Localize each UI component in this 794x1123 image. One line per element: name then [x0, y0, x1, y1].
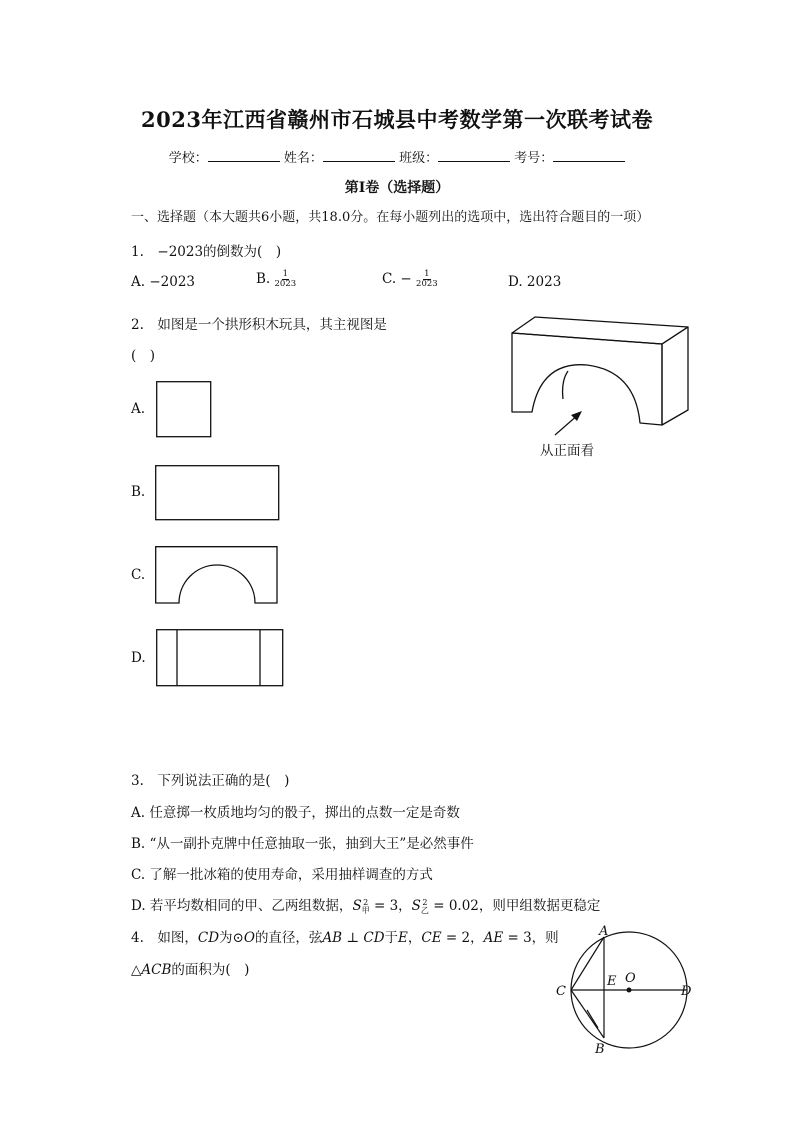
variance-superscript: 2 [363, 897, 369, 907]
q3-option-b[interactable]: B. “从一副扑克牌中任意抽取一张，抽到大王”是必然事件 [131, 836, 474, 852]
segment-ca [571, 937, 604, 990]
variance-scripts [421, 899, 429, 915]
school-label: 学校： [168, 151, 208, 166]
arch-inner-edge [563, 371, 568, 399]
right-face [662, 327, 688, 425]
arch-block-figure [505, 315, 695, 460]
q4-stem-line1 [131, 926, 559, 946]
front-face [512, 333, 662, 425]
q3-option-d-eq1: = 3， [369, 898, 412, 914]
q4-stem-line2 [131, 958, 249, 978]
q3-option-d-eq2: = 0.02，则甲组数据更稳定 [428, 898, 601, 914]
variance-subscript: 乙 [420, 905, 429, 915]
school-blank[interactable] [208, 160, 280, 162]
label-d: D [681, 984, 692, 999]
label-e: E [607, 974, 617, 989]
section-heading: 第I卷（选择题） [344, 180, 450, 196]
q4-segment-ce: CE [421, 930, 442, 946]
q4-text: = 2， [441, 930, 484, 946]
variance-symbol: S [352, 898, 362, 914]
q1-option-c-fraction [416, 270, 438, 289]
variance-scripts [362, 899, 370, 915]
q2-paren: ( ) [131, 348, 156, 364]
label-a: A [599, 924, 609, 939]
q4-segment-cd: CD [363, 930, 385, 946]
q2-option-c-label[interactable]: C. [131, 567, 146, 583]
part-instructions: 一、选择题（本大题共6小题，共18.0分。在每小题列出的选项中，选出符合题目的一项） [131, 210, 650, 225]
q1-option-c-prefix: C. − [382, 271, 412, 287]
class-label: 班级： [399, 151, 439, 166]
q2-option-b-label[interactable]: B. [131, 484, 146, 500]
q1-option-c[interactable] [382, 270, 438, 289]
q4-text: 的直径，弦 [254, 930, 323, 946]
q2-stem: 2. 如图是一个拱形积木玩具，其主视图是 [131, 317, 387, 333]
q4-point-o: O [243, 930, 255, 946]
center-point [627, 988, 632, 993]
q2-option-a-label[interactable]: A. [131, 401, 146, 417]
figure-caption: 从正面看 [540, 443, 594, 459]
student-info-row [0, 147, 794, 166]
fraction-denominator: 2023 [274, 279, 297, 289]
variance-symbol: S [411, 898, 421, 914]
q2-option-c-arch[interactable] [155, 546, 279, 604]
circle-geometry-figure [550, 920, 700, 1058]
fraction-denominator: 2023 [416, 279, 438, 289]
q4-text: ， [407, 930, 422, 946]
label-b: B [595, 1042, 605, 1057]
q3-option-a[interactable]: A. 任意掷一枚质地均匀的骰子，掷出的点数一定是奇数 [131, 805, 460, 821]
variance-subscript: 甲 [361, 905, 370, 915]
label-c: C [556, 984, 566, 999]
q4-text: = 3，则 [503, 930, 559, 946]
q1-option-b[interactable] [256, 270, 296, 289]
q3-option-d-text: D. 若平均数相同的甲、乙两组数据， [131, 898, 353, 914]
q4-triangle-acb: ACB [141, 962, 172, 978]
name-label: 姓名： [283, 151, 323, 166]
perpendicular-symbol: ⊥ [342, 930, 364, 946]
name-blank[interactable] [323, 160, 395, 162]
circle-symbol: ⊙ [232, 930, 244, 946]
q4-segment-ab: AB [322, 930, 343, 946]
q2-option-d-rectangle-lines[interactable] [156, 629, 285, 687]
triangle-symbol: △ [131, 962, 142, 978]
q2-option-b-rectangle[interactable] [155, 465, 280, 521]
q4-text: 4. 如图， [131, 930, 198, 946]
q3-option-d[interactable] [131, 894, 600, 915]
q3-option-c[interactable]: C. 了解一批冰箱的使用寿命，采用抽样调查的方式 [131, 867, 433, 883]
class-blank[interactable] [438, 160, 510, 162]
exam-title: 2023年江西省赣州市石城县中考数学第一次联考试卷 [141, 107, 653, 132]
q4-text: 的面积为( ) [171, 962, 250, 978]
q4-text: 于 [384, 930, 399, 946]
q4-segment-cd: CD [197, 930, 220, 946]
q1-option-b-prefix: B. [256, 271, 271, 287]
fraction-numerator: 1 [424, 269, 430, 279]
examno-blank[interactable] [553, 160, 625, 162]
label-o: O [625, 971, 636, 986]
hatch-line [587, 1010, 598, 1028]
fraction-numerator: 1 [282, 269, 289, 279]
q1-option-d[interactable]: D. 2023 [508, 274, 562, 290]
q2-option-a-square[interactable] [156, 381, 212, 438]
q2-option-d-label[interactable]: D. [131, 650, 146, 666]
q1-option-b-fraction [275, 270, 297, 289]
examno-label: 考号： [514, 151, 554, 166]
q4-segment-ae: AE [483, 930, 504, 946]
q1-stem: 1. −2023的倒数为( ) [131, 244, 282, 260]
q4-point-e: E [398, 930, 408, 946]
variance-superscript: 2 [422, 897, 428, 907]
q1-option-a[interactable]: A. −2023 [131, 274, 195, 290]
q3-stem: 3. 下列说法正确的是( ) [131, 773, 290, 789]
q4-text: 为 [219, 930, 233, 946]
